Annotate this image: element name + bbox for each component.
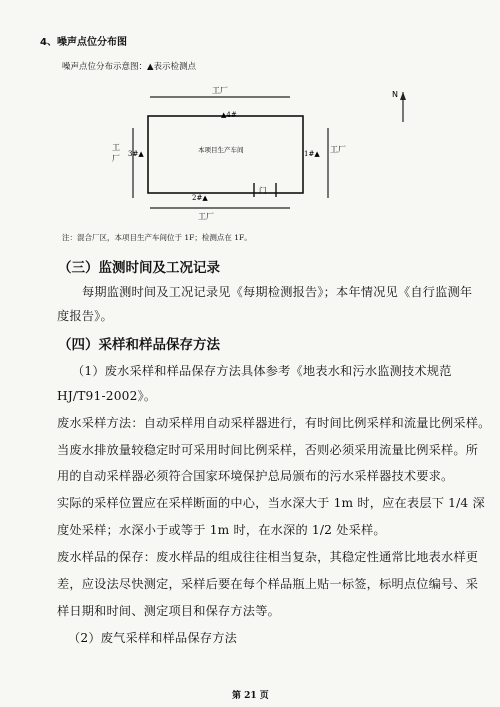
top-factory-label: 工厂 bbox=[212, 86, 228, 95]
monitor-point-1: 1#▲ bbox=[304, 150, 320, 158]
paragraph-line: 度报告》。 bbox=[57, 309, 113, 323]
section-heading-noise-map: 4、噪声点位分布图 bbox=[40, 37, 127, 48]
paragraph-line: 每期监测时间及工况记录见《每期检测报告》；本年情况见《自行监测年 bbox=[82, 285, 473, 299]
left-factory-label-1: 工 bbox=[112, 143, 120, 152]
page-number: 第 21 页 bbox=[232, 691, 269, 701]
noise-point-diagram bbox=[0, 0, 500, 260]
monitor-point-4: ▲4# bbox=[221, 111, 237, 119]
paragraph-line: 差，应设法尽快测定，采样后要在每个样品瓶上贴一标签，标明点位编号、采 bbox=[57, 577, 479, 591]
paragraph-line: 当废水排放量较稳定时可采用时间比例采样，否则必须采用流量比例采样。所 bbox=[57, 443, 479, 457]
section-title-monitoring-time: （三）监测时间及工况记录 bbox=[58, 260, 220, 276]
left-factory-label-2: 厂 bbox=[112, 154, 120, 163]
paragraph-line: 用的自动采样器必须符合国家环境保护总局颁布的污水采样器技术要求。 bbox=[57, 469, 454, 483]
paragraph-line: 样日期和时间、测定项目和保存方法等。 bbox=[57, 604, 280, 618]
section-title-sampling-methods: （四）采样和样品保存方法 bbox=[58, 337, 220, 353]
monitor-point-3: 3#▲ bbox=[128, 150, 144, 158]
paragraph-line: HJ/T91-2002》。 bbox=[57, 389, 157, 403]
north-label: N bbox=[392, 90, 398, 99]
paragraph-line: 实际的采样位置应在采样断面的中心，当水深大于 1m 时，应在表层下 1/4 深 bbox=[57, 496, 485, 510]
paragraph-line: （1）废水采样和样品保存方法具体参考《地表水和污水监测技术规范 bbox=[72, 364, 452, 378]
diagram-caption: 噪声点位分布示意图：▲表示检测点 bbox=[62, 62, 197, 72]
paragraph-line: 废水采样方法：自动采样用自动采样器进行，有时间比例采样和流量比例采样。 bbox=[57, 416, 491, 430]
workshop-outline bbox=[148, 116, 303, 193]
gate-label: 门 bbox=[259, 186, 267, 195]
bottom-factory-label: 工厂 bbox=[198, 212, 214, 221]
north-arrow-head bbox=[400, 92, 406, 100]
right-factory-label: 工厂 bbox=[330, 145, 346, 154]
paragraph-line: （2）废气采样和样品保存方法 bbox=[68, 631, 237, 645]
paragraph-line: 度处采样；水深小于或等于 1m 时，在水深的 1/2 处采样。 bbox=[57, 523, 386, 537]
monitor-point-2: 2#▲ bbox=[192, 194, 208, 202]
workshop-label: 本项目生产车间 bbox=[198, 146, 244, 154]
paragraph-line: 废水样品的保存：废水样品的组成往往相当复杂，其稳定性通常比地表水样更 bbox=[57, 550, 479, 564]
diagram-note: 注：混合厂区，本项目生产车间位于 1F；检测点在 1F。 bbox=[62, 233, 252, 242]
